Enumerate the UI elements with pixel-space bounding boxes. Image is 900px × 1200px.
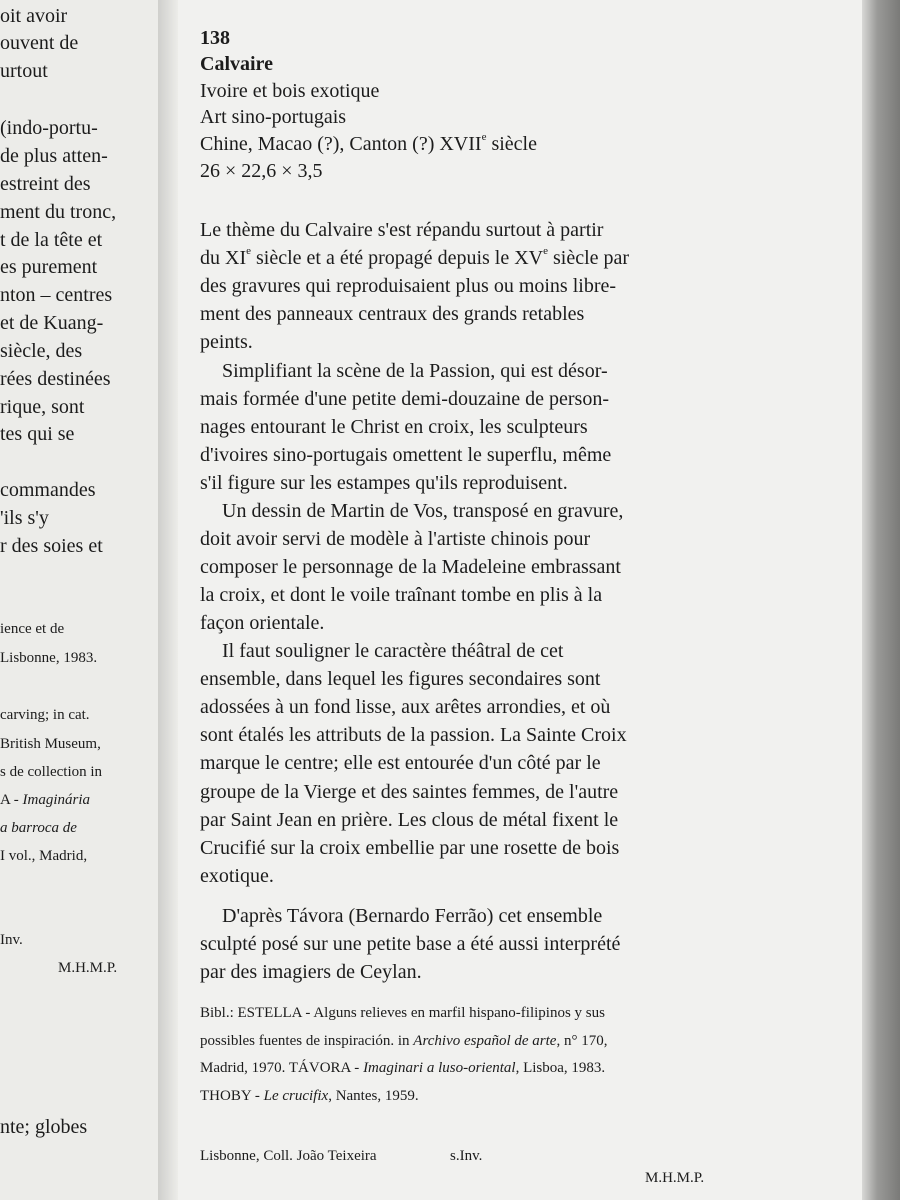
left-page-text-line: estreint des	[0, 173, 91, 195]
body-text-line: par des imagiers de Ceylan.	[200, 961, 422, 984]
left-page-text-line: ouvent de	[0, 32, 79, 54]
body-text-line: adossées à un fond lisse, aux arêtes arrondies, et où	[200, 696, 611, 719]
body-text-line: composer le personnage de la Madeleine embrassant	[200, 556, 621, 579]
left-page-text-line: (indo-portu-	[0, 117, 98, 139]
left-page-text-line: siècle, des	[0, 340, 83, 362]
body-text-line: nages entourant le Christ en croix, les sculpteurs	[200, 416, 588, 439]
page-edge-shadow	[862, 0, 900, 1200]
body-text-line: ensemble, dans lequel les figures secondaires sont	[200, 668, 601, 691]
left-page-text-line: et de Kuang-	[0, 312, 104, 334]
body-text-line: Un dessin de Martin de Vos, transposé en gravure,	[222, 500, 624, 522]
left-page-note-line: Inv.	[0, 932, 23, 948]
body-text-line: façon orientale.	[200, 612, 325, 635]
left-page-note-line: British Museum,	[0, 736, 101, 752]
body-text-line: sont étalés les attributs de la passion. La Sainte Croix	[200, 724, 627, 747]
body-text-line: Simplifiant la scène de la Passion, qui est désor-	[222, 360, 608, 382]
body-text-line: s'il figure sur les estampes qu'ils reproduisent.	[200, 472, 568, 495]
left-page-signature: M.H.M.P.	[58, 960, 118, 976]
left-page-text-line: commandes	[0, 479, 96, 501]
left-page-text-line: rique, sont	[0, 396, 85, 418]
body-text-line: des gravures qui reproduisaient plus ou moins libre-	[200, 275, 617, 298]
body-text-line: d'ivoires sino-portugais omettent le superflu, même	[200, 444, 612, 467]
left-page-text-line: urtout	[0, 60, 48, 82]
left-page-note-line: ience et de	[0, 621, 65, 637]
left-page-text-line: es purement	[0, 256, 98, 278]
entry-number: 138	[200, 27, 230, 49]
body-text-line: marque le centre; elle est entourée d'un côté par le	[200, 752, 601, 775]
body-text-line: exotique.	[200, 864, 274, 887]
left-page-note-line: Lisbonne, 1983.	[0, 650, 98, 666]
body-text-line: sculpté posé sur une petite base a été aussi interprété	[200, 933, 621, 956]
left-page-text-line: tes qui se	[0, 423, 75, 445]
entry-art: Art sino-portugais	[200, 106, 347, 128]
left-page-bottom-line: nte; globes	[0, 1116, 88, 1138]
body-text-line: Il faut souligner le caractère théâtral de cet	[222, 640, 564, 662]
left-page-text-line: oit avoir	[0, 5, 68, 27]
body-text-line: groupe de la Vierge et des saintes femmes, de l'autre	[200, 780, 619, 803]
entry-title: Calvaire	[200, 53, 273, 75]
left-page-note-line: I vol., Madrid,	[0, 848, 88, 864]
body-text-line: mais formée d'une petite demi-douzaine de person-	[200, 388, 610, 411]
left-page-note-line: carving; in cat.	[0, 707, 90, 723]
body-text-line: Le thème du Calvaire s'est répandu surtout à partir	[200, 219, 604, 241]
museum-signature: M.H.M.P.	[645, 1170, 705, 1186]
entry-material: Ivoire et bois exotique	[200, 80, 380, 102]
inventory-number: s.Inv.	[450, 1148, 483, 1164]
body-text-line: peints.	[200, 331, 253, 354]
body-text-line: du XIe siècle et a été propagé depuis le XVe siècle par	[200, 245, 630, 270]
body-text-line: Crucifié sur la croix embellie par une rosette de bois	[200, 836, 620, 859]
left-page-text-line: nton – centres	[0, 284, 113, 306]
left-page-note-line: s de collection in	[0, 764, 103, 780]
body-text-line: par Saint Jean en prière. Les clous de métal fixent le	[200, 808, 619, 831]
left-page-note-line: a barroca de	[0, 820, 77, 836]
body-text-line: D'après Távora (Bernardo Ferrão) cet ensemble	[222, 905, 603, 927]
body-text-line: doit avoir servi de modèle à l'artiste chinois pour	[200, 528, 591, 551]
entry-origin: Chine, Macao (?), Canton (?) XVIIe siècle	[200, 131, 537, 155]
left-page-text-line: 'ils s'y	[0, 507, 49, 529]
left-page-note-line: A - Imaginária	[0, 792, 90, 808]
entry-dimensions: 26 × 22,6 × 3,5	[200, 160, 323, 182]
right-page: 138 Calvaire Ivoire et bois exotique Art sino-portugais Chine, Macao (?), Canton (?) XVIIe siècle 26 × 22,6 × 3,5 Le thème du Calvaire s'est répandu surtout à partir du XIe siècle et a été propagé depuis le XVe siècle par des gravures qui reproduisaient plus ou moins libre- ment des panneaux centraux des grands retables peints. Simplifiant la scène de la Passion, qui est désor- mais formée d'une petite demi-douzaine de person- nages entourant le Christ en croix, les sculpteurs d'ivoires sino-portugais omettent le superflu, même s'il figure sur les estampes qu'ils reproduisent. Un dessin de Martin de Vos, transposé en gravure, doit avoir servi de modèle à l'artiste chinois pour composer le personnage de la Madeleine embrassant la croix, et dont le voile traînant tombe en plis à la façon orientale. Il faut souligner le caractère théâtral de cet ensemble, dans lequel les figures secondaires sont adossées à un fond lisse, aux arêtes arrondies, et où sont étalés les attributs de la passion. La Sainte Croix marque le centre; elle est entourée d'un côté par le groupe de la Vierge et des saintes femmes, de l'autre par Saint Jean en prière. Les clous de métal fixent le Crucifié sur la croix embellie par une rosette de bois exotique. D'après Távora (Bernardo Ferrão) cet ensemble sculpté posé sur une petite base a été aussi interprété par des imagiers de Ceylan. Bibl.: ESTELLA - Alguns relieves en marfil hispano-filipinos y sus possibles fuentes de inspiración. in Archivo español de arte, n° 170, Madrid, 1970. TÁVORA - Imaginari a luso-oriental, Lisboa, 1983. THOBY - Le crucifix, Nantes, 1959. Lisbonne, Coll. João Teixeira s.Inv. M.H.M.P.	[178, 0, 870, 1200]
body-text-line: ment des panneaux centraux des grands retables	[200, 303, 585, 326]
left-page-text-line: ment du tronc,	[0, 201, 117, 223]
body-text-line: la croix, et dont le voile traînant tombe en plis à la	[200, 584, 603, 607]
collection-credit: Lisbonne, Coll. João Teixeira	[200, 1148, 377, 1164]
left-page-text-line: r des soies et	[0, 535, 103, 557]
left-page	[0, 0, 158, 1200]
left-page-text-line: de plus atten-	[0, 145, 108, 167]
left-page-text-line: rées destinées	[0, 368, 111, 390]
book-gutter	[158, 0, 180, 1200]
left-page-text-line: t de la tête et	[0, 229, 103, 251]
